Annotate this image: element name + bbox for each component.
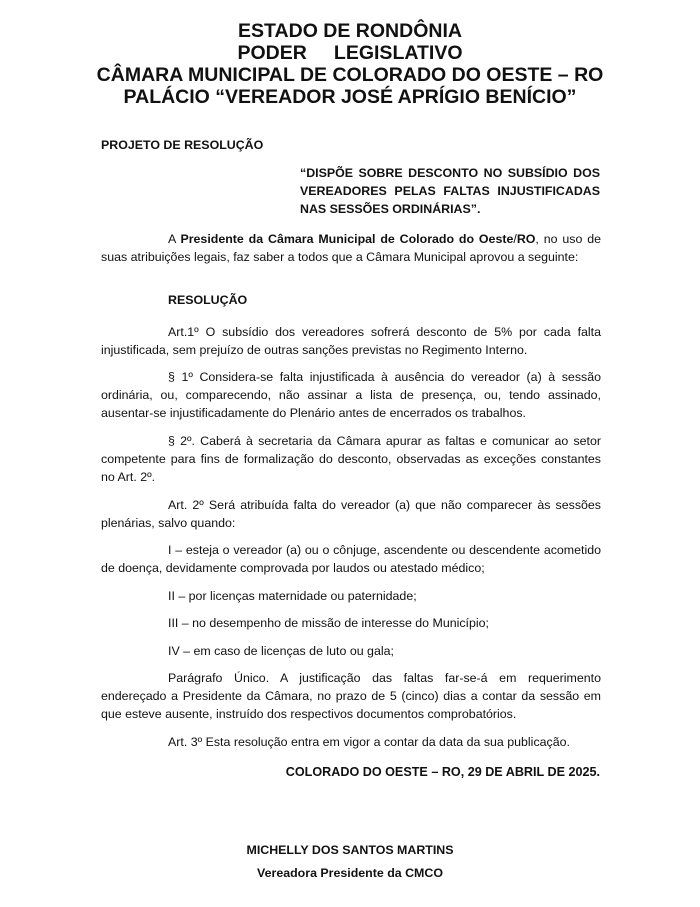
ementa: “DISPÕE SOBRE DESCONTO NO SUBSÍDIO DOS VEREADORES PELAS FALTAS INJUSTIFICADAS NAS SESSÕES ORDINÁRIAS”. — [300, 166, 600, 216]
header-state: ESTADO DE RONDÔNIA — [238, 20, 462, 42]
preamble-prefix: A — [168, 232, 181, 246]
preamble-state: RO — [516, 232, 536, 246]
article-1: Art.1º O subsídio dos vereadores sofrerá desconto de 5% por cada falta injustificada, sem prejuízo de outras sanções previstas no Regimento Interno. — [101, 325, 601, 357]
header-power: PODER LEGISLATIVO — [237, 42, 463, 64]
document-type: PROJETO DE RESOLUÇÃO — [101, 138, 264, 152]
signatory-role: Vereadora Presidente da CMCO — [257, 866, 443, 880]
signatory-name: MICHELLY DOS SANTOS MARTINS — [246, 843, 454, 857]
preamble-rest: , no uso de suas atribuições legais, faz saber a todos que a Câmara Municipal aprovou a seguinte: — [101, 232, 601, 264]
preamble — [101, 230, 601, 266]
resolution-label: RESOLUÇÃO — [168, 293, 248, 307]
date-line: COLORADO DO OESTE – RO, 29 DE ABRIL DE 2025. — [285, 765, 600, 779]
article-3: Art. 3º Esta resolução entra em vigor a contar da data da sua publicação. — [168, 735, 570, 749]
preamble-authority: Presidente da Câmara Municipal de Colorado do Oeste — [180, 232, 514, 246]
header-chamber: CÂMARA MUNICIPAL DE COLORADO DO OESTE – RO — [96, 64, 604, 86]
article-2: Art. 2º Será atribuída falta do vereador (a) que não comparecer às sessões plenárias, salvo quando: — [101, 498, 601, 530]
item-iii: III – no desempenho de missão de interesse do Município; — [168, 616, 489, 630]
document-header — [0, 20, 700, 108]
item-i: I – esteja o vereador (a) ou o cônjuge, ascendente ou descendente acometido de doença, devidamente comprovada por laudos ou atestado médico; — [101, 543, 601, 575]
preamble-slash: / — [513, 232, 517, 246]
paragraph-2: § 2º. Caberá à secretaria da Câmara apurar as faltas e comunicar ao setor competente para fins de formalização do desconto, observadas as exceções constantes no Art. 2º. — [101, 434, 601, 484]
item-ii: II – por licenças maternidade ou paternidade; — [168, 589, 417, 603]
item-iv: IV – em caso de licenças de luto ou gala; — [168, 644, 394, 658]
paragraph-1: § 1º Considera-se falta injustificada à ausência do vereador (a) à sessão ordinária, ou, comparecendo, não assinar a lista de presença, ou, tendo assinado, ausentar-se injustificadamente do Plenário antes de encerrados os trabalhos. — [101, 370, 601, 420]
sole-paragraph: Parágrafo Único. A justificação das faltas far-se-á em requerimento endereçado a Presidente da Câmara, no prazo de 5 (cinco) dias a contar da sessão em que esteve ausente, instruído dos respectivos documentos comprobatórios. — [101, 671, 601, 721]
header-palace: PALÁCIO “VEREADOR JOSÉ APRÍGIO BENÍCIO” — [123, 86, 577, 108]
